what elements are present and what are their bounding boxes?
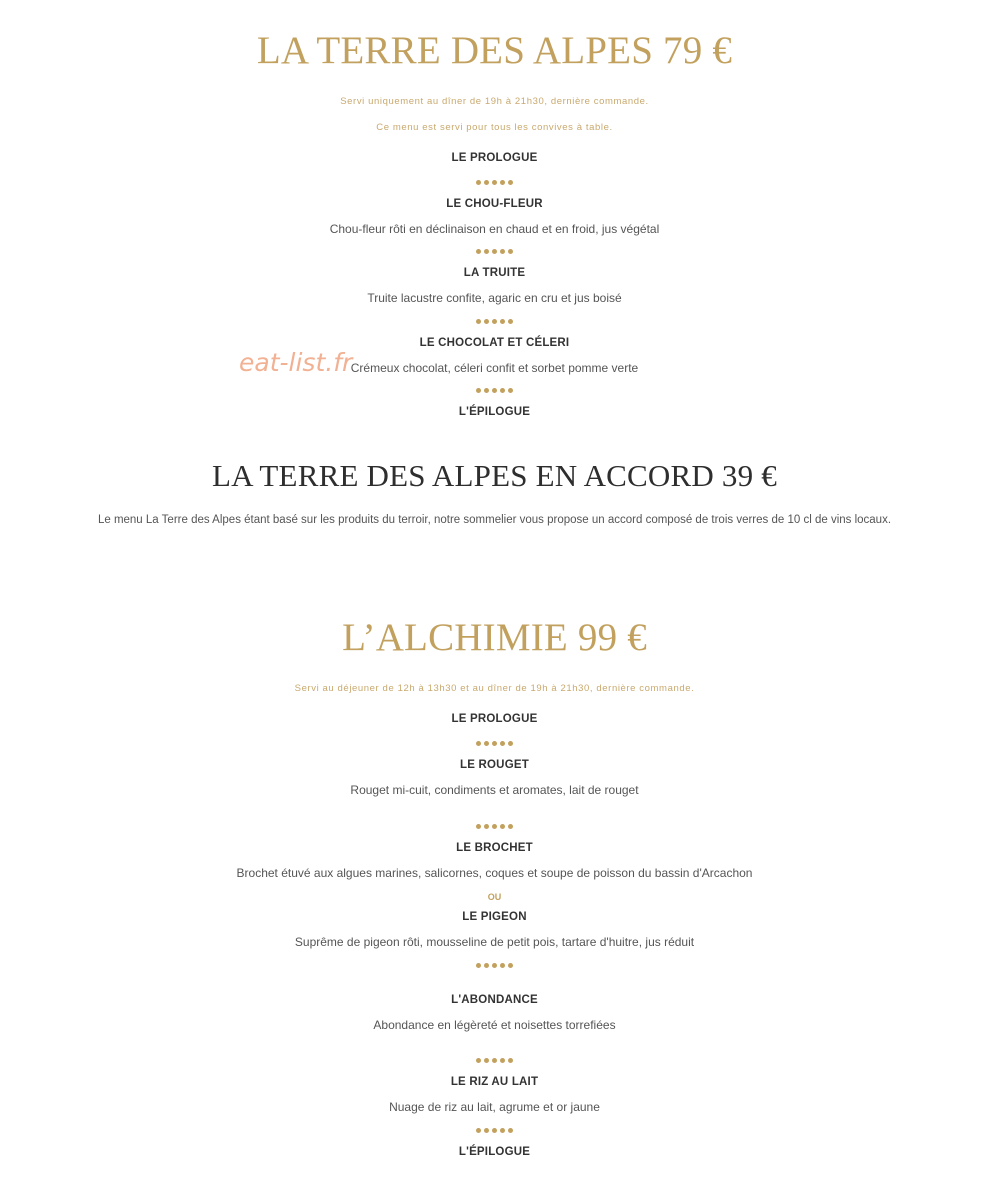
menu1-course-desc: Chou-fleur rôti en déclinaison en chaud et en froid, jus végétal: [329, 222, 660, 236]
separator-dots: [0, 180, 989, 186]
pairing-title: LA TERRE DES ALPES EN ACCORD 39 €: [212, 458, 777, 493]
menu2-course-desc: Rouget mi-cuit, condiments et aromates, lait de rouget: [350, 783, 639, 797]
separator-dots: [0, 963, 989, 969]
menu1-prologue: LE PROLOGUE: [451, 152, 538, 164]
menu2-course-desc: Suprême de pigeon rôti, mousseline de petit pois, tartare d'huitre, jus réduit: [294, 935, 695, 949]
menu2-course-name: LE ROUGET: [460, 759, 529, 771]
separator-dots: [0, 824, 989, 830]
menu1-title: LA TERRE DES ALPES 79 €: [256, 29, 733, 72]
menu2-epilogue: L'ÉPILOGUE: [458, 1146, 531, 1158]
menu2-course-desc: Brochet étuvé aux algues marines, salicornes, coques et soupe de poisson du bassin d'Arcachon: [236, 866, 753, 880]
menu2-course-name: L'ABONDANCE: [451, 994, 538, 1006]
separator-dots: [0, 741, 989, 747]
pairing-description: Le menu La Terre des Alpes étant basé sur les produits du terroir, notre sommelier vous propose un accord composé de trois verres de 10 cl de vins locaux.: [97, 514, 892, 526]
menu1-course-desc: Crémeux chocolat, céleri confit et sorbet pomme verte: [350, 361, 639, 375]
separator-dots: [0, 319, 989, 325]
menu2-course-desc: Nuage de riz au lait, agrume et or jaune: [389, 1100, 600, 1114]
menu2-course-name: LE RIZ AU LAIT: [450, 1076, 539, 1088]
menu1-course-name: LE CHOCOLAT ET CÉLERI: [419, 337, 570, 349]
menu1-service-note: Servi uniquement au dîner de 19h à 21h30, dernière commande.: [340, 96, 649, 107]
separator-dots: [0, 1058, 989, 1064]
menu2-service-note: Servi au déjeuner de 12h à 13h30 et au dîner de 19h à 21h30, dernière commande.: [294, 683, 695, 694]
menu1-epilogue: L'ÉPILOGUE: [458, 406, 531, 418]
separator-dots: [0, 249, 989, 255]
menu2-course-name: LE BROCHET: [456, 842, 533, 854]
menu2-course-name: LE PIGEON: [462, 911, 527, 923]
or-label: OU: [487, 892, 502, 902]
separator-dots: [0, 1128, 989, 1134]
watermark: eat-list.fr: [239, 348, 353, 377]
separator-dots: [0, 388, 989, 394]
menu1-course-name: LA TRUITE: [463, 267, 526, 279]
menu1-course-name: LE CHOU-FLEUR: [446, 198, 543, 210]
menu2-title: L’ALCHIMIE 99 €: [342, 616, 647, 659]
menu1-course-desc: Truite lacustre confite, agaric en cru et jus boisé: [367, 291, 622, 305]
menu1-guests-note: Ce menu est servi pour tous les convives à table.: [376, 122, 613, 133]
menu2-prologue: LE PROLOGUE: [451, 713, 538, 725]
menu2-course-desc: Abondance en légèreté et noisettes torrefiées: [373, 1018, 616, 1032]
